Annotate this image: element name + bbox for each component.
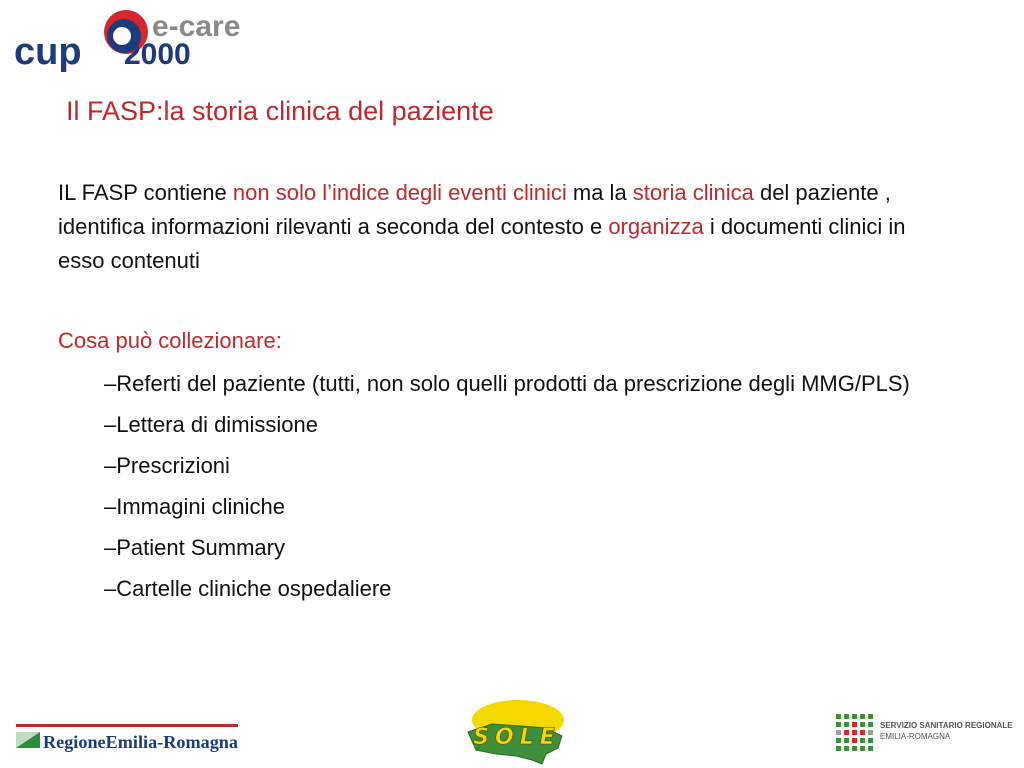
logo-text-2000: 2000 — [124, 38, 191, 71]
regione-emilia-romagna-logo — [16, 724, 242, 758]
document-types-list — [104, 368, 964, 614]
list-item: –Immagini cliniche — [104, 494, 285, 519]
paragraph-highlight-1: non solo l’indice degli eventi clinici — [232, 180, 567, 205]
rer-logo-text: RegioneEmilia-Romagna — [43, 732, 239, 752]
paragraph-text-1: IL FASP contiene — [58, 180, 233, 205]
paragraph-highlight-3: organizza — [608, 214, 704, 239]
sole-logo-text: SOLE — [473, 725, 561, 750]
paragraph-text-4: i documenti clinici in esso contenuti — [58, 214, 906, 273]
cup2000-ecare-logo — [14, 6, 254, 72]
list-item: –Patient Summary — [104, 535, 285, 560]
paragraph-highlight-2: storia clinica — [632, 180, 754, 205]
rer-top-bar — [16, 724, 238, 727]
list-item: –Referti del paziente (tutti, non solo quelli prodotti da prescrizione degli MMG/PLS) — [104, 371, 910, 396]
logo-text-ecare: e-care — [152, 10, 241, 43]
logo-text-cup: cup — [14, 31, 82, 72]
ssr-line-2: EMILIA-ROMAGNA — [880, 732, 951, 741]
list-title: Cosa può collezionare: — [58, 328, 282, 353]
list-item: –Prescrizioni — [104, 453, 230, 478]
paragraph-text-3: del paziente , identifica informazioni rilevanti a seconda del contesto e — [58, 180, 891, 239]
intro-paragraph — [58, 176, 958, 278]
sole-logo — [462, 698, 572, 766]
paragraph-text-2: ma la — [566, 180, 633, 205]
list-item: –Lettera di dimissione — [104, 412, 319, 437]
ssr-logo-text — [880, 720, 1013, 742]
list-item: –Cartelle cliniche ospedaliere — [104, 576, 392, 601]
slide-title: Il FASP:la storia clinica del paziente — [66, 96, 494, 126]
ssr-line-1: SERVIZIO SANITARIO REGIONALE — [880, 721, 1013, 730]
